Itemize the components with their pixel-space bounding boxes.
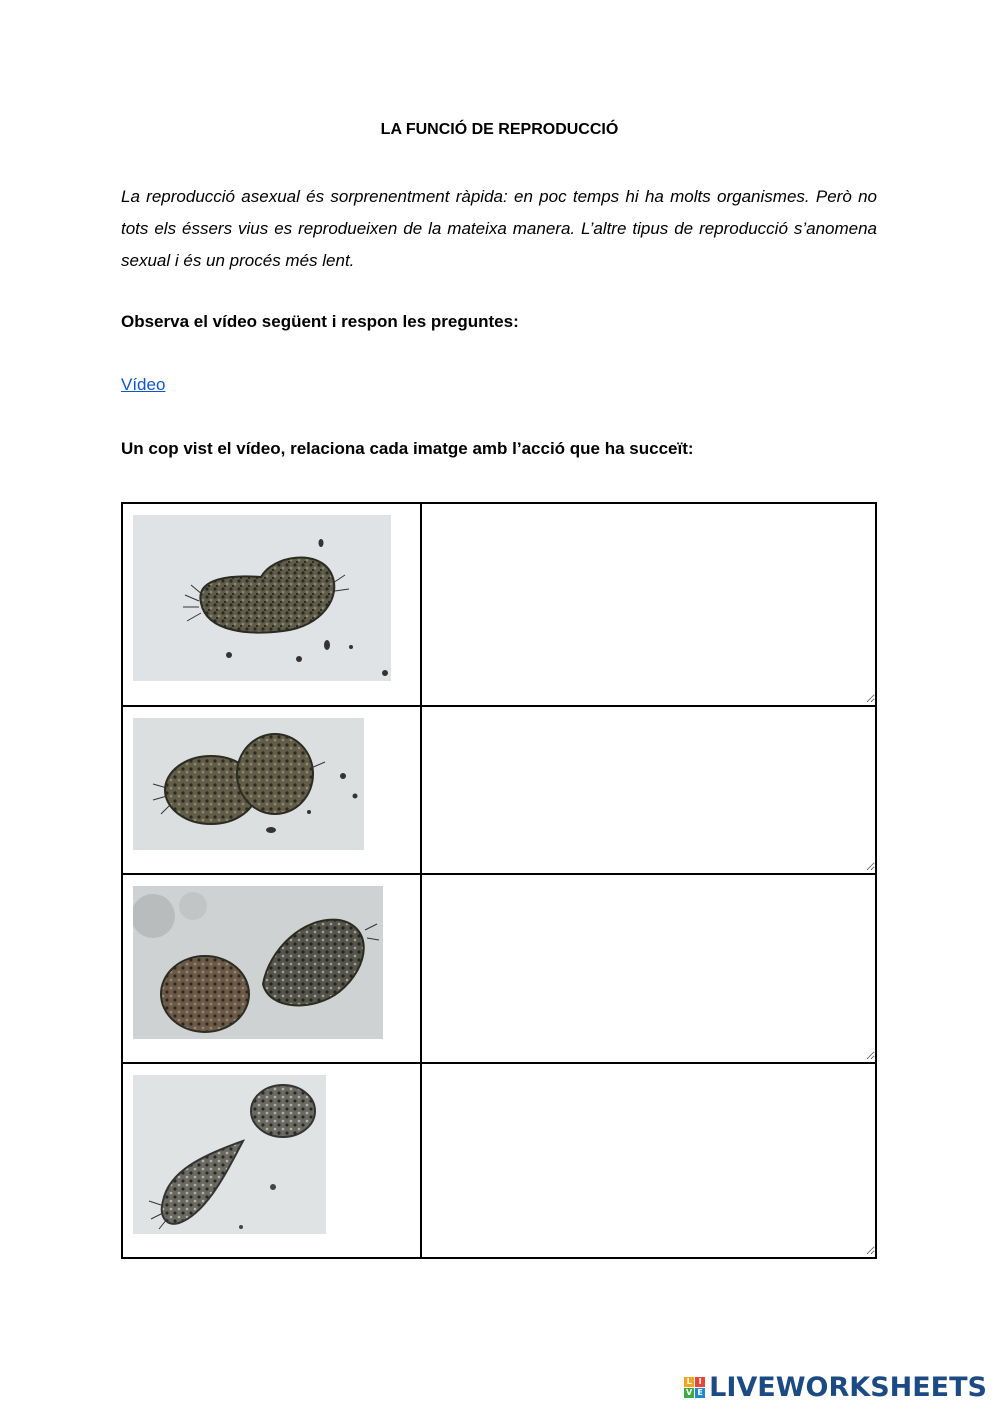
table-row [122,503,876,706]
microorganism-two-lobes-image [133,718,364,850]
instruction-match: Un cop vist el vídeo, relaciona cada imatge amb l’acció que ha succeït: [121,439,694,458]
answer-field[interactable] [422,875,875,1060]
matching-table [121,502,877,1259]
logo-text: LIVEWORKSHEETS [709,1371,987,1403]
answer-field[interactable] [422,1064,875,1255]
answer-field[interactable] [422,707,875,871]
intro-paragraph: La reproducció asexual és sorprenentment ràpida: en poc temps hi ha molts organismes. Però no tots els éssers vius es reprodueixen de la mateixa manera. L’altre tipus de reproducció s’anomena sexual i és un procés més lent. [121,187,877,270]
instruction-video: Observa el vídeo següent i respon les preguntes: [121,312,519,331]
answer-cell [421,503,876,706]
answer-cell [421,706,876,874]
microorganism-elongating-image [133,515,391,681]
image-cell [122,503,421,706]
microorganisms-separating-image [133,886,383,1039]
table-row [122,706,876,874]
page-title: LA FUNCIÓ DE REPRODUCCIÓ [380,121,619,138]
table-row [122,1063,876,1258]
image-cell [122,874,421,1063]
answer-field[interactable] [422,504,875,703]
image-cell [122,1063,421,1258]
two-separate-microorganisms-image [133,1075,326,1234]
liveworksheets-logo [684,1372,987,1402]
answer-cell [421,1063,876,1258]
image-cell [122,706,421,874]
video-link[interactable]: Vídeo [121,375,166,394]
logo-badge-icon: L I V E [684,1377,705,1398]
answer-cell [421,874,876,1063]
table-row [122,874,876,1063]
